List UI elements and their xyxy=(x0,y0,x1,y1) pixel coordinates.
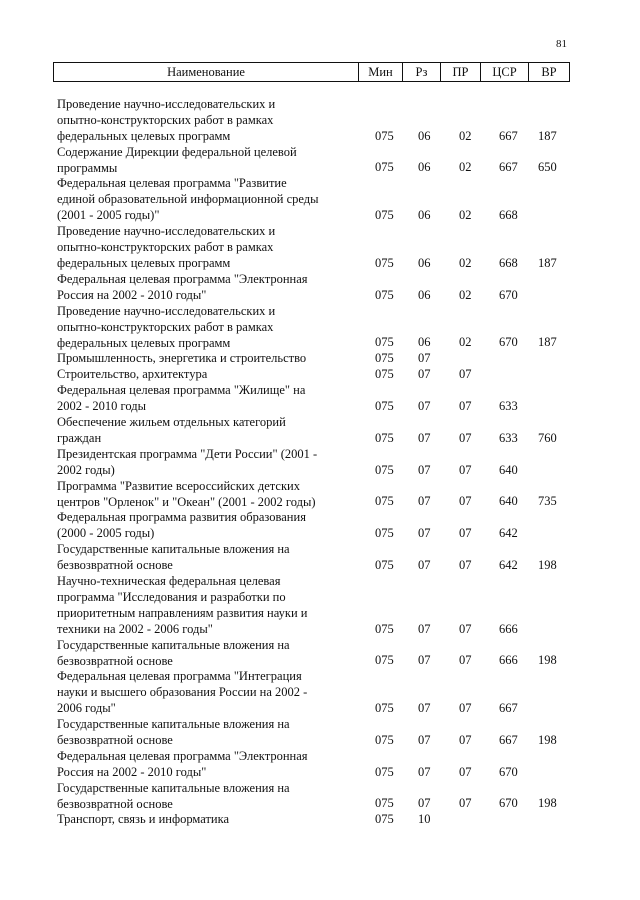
cell-csr: 667 xyxy=(499,732,518,747)
row-name-line: безвозвратной основе xyxy=(57,558,173,573)
cell-pr: 07 xyxy=(459,700,472,715)
table-row xyxy=(0,382,640,414)
row-name-line: Проведение научно-исследовательских и xyxy=(57,224,276,239)
page-number: 81 xyxy=(556,38,567,50)
cell-rz: 07 xyxy=(418,621,431,636)
row-name-line: Государственные капитальные вложения на xyxy=(57,542,290,557)
cell-min: 075 xyxy=(375,128,394,143)
table-row xyxy=(0,414,640,446)
header-vr: ВР xyxy=(529,63,570,82)
cell-pr: 02 xyxy=(459,335,472,350)
table-row xyxy=(0,716,640,748)
row-name-line: граждан xyxy=(57,430,102,445)
cell-min: 075 xyxy=(375,208,394,223)
table-row xyxy=(0,271,640,303)
row-name xyxy=(57,748,357,780)
row-name-line: Государственные капитальные вложения на xyxy=(57,637,290,652)
row-name-line: Проведение научно-исследовательских и xyxy=(57,303,276,318)
row-name-line: программа "Исследования и разработки по xyxy=(57,589,286,604)
row-name-line: 2002 годы) xyxy=(57,462,115,477)
table-row xyxy=(0,780,640,812)
row-name-line: (2000 - 2005 годы) xyxy=(57,526,155,541)
row-name xyxy=(57,573,357,637)
cell-rz: 07 xyxy=(418,700,431,715)
row-name xyxy=(57,414,357,446)
cell-min: 075 xyxy=(375,398,394,413)
cell-csr: 668 xyxy=(499,255,518,270)
row-name-line: 2002 - 2010 годы xyxy=(57,399,147,414)
row-name-line: Президентская программа "Дети России" (2001 - xyxy=(57,446,318,461)
row-name-line: федеральных целевых программ xyxy=(57,129,231,143)
cell-min: 075 xyxy=(375,287,394,302)
cell-rz: 07 xyxy=(418,430,431,445)
cell-rz: 07 xyxy=(418,526,431,541)
row-name xyxy=(57,223,357,271)
cell-csr: 670 xyxy=(499,796,518,811)
table-row xyxy=(0,96,640,144)
cell-rz: 06 xyxy=(418,128,431,143)
row-name-line: опытно-конструкторских работ в рамках xyxy=(57,113,274,127)
cell-csr: 667 xyxy=(499,160,518,175)
row-name-line: опытно-конструкторских работ в рамках xyxy=(57,319,274,334)
cell-pr: 07 xyxy=(459,494,472,509)
cell-pr: 02 xyxy=(459,255,472,270)
cell-vr: 735 xyxy=(538,494,557,509)
cell-pr: 02 xyxy=(459,208,472,223)
row-name xyxy=(57,716,357,748)
table-row xyxy=(0,748,640,780)
table-row xyxy=(0,509,640,541)
row-name-line: приоритетным направлениям развития науки и xyxy=(57,605,308,620)
row-name-line: Государственные капитальные вложения на xyxy=(57,780,290,795)
cell-pr: 07 xyxy=(459,732,472,747)
table-row xyxy=(0,350,640,366)
row-name xyxy=(57,96,357,144)
cell-csr: 633 xyxy=(499,430,518,445)
table-row xyxy=(0,637,640,669)
cell-min: 075 xyxy=(375,462,394,477)
row-name-line: центров "Орленок" и "Океан" (2001 - 2002 годы) xyxy=(57,494,316,509)
row-name xyxy=(57,382,357,414)
cell-pr: 07 xyxy=(459,430,472,445)
cell-min: 075 xyxy=(375,796,394,811)
row-name-line: Федеральная программа развития образования xyxy=(57,510,306,525)
cell-min: 075 xyxy=(375,494,394,509)
header-rz: Рз xyxy=(403,63,441,82)
cell-pr: 07 xyxy=(459,764,472,779)
cell-rz: 07 xyxy=(418,462,431,477)
row-name-line: Федеральная целевая программа "Электронная xyxy=(57,748,308,763)
table-row xyxy=(0,811,640,827)
cell-min: 075 xyxy=(375,732,394,747)
row-name-line: опытно-конструкторских работ в рамках xyxy=(57,240,274,255)
cell-csr: 668 xyxy=(499,208,518,223)
cell-pr: 07 xyxy=(459,621,472,636)
table-row xyxy=(0,144,640,176)
header-min: Мин xyxy=(359,63,403,82)
row-name-line: Россия на 2002 - 2010 годы" xyxy=(57,287,207,302)
cell-min: 075 xyxy=(375,335,394,350)
cell-rz: 07 xyxy=(418,351,431,366)
cell-vr: 760 xyxy=(538,430,557,445)
row-name xyxy=(57,541,357,573)
cell-vr: 198 xyxy=(538,557,557,572)
cell-vr: 187 xyxy=(538,128,557,143)
row-name-line: Федеральная целевая программа "Развитие xyxy=(57,176,287,191)
cell-pr: 07 xyxy=(459,796,472,811)
header-pr: ПР xyxy=(441,63,481,82)
row-name-line: Государственные капитальные вложения на xyxy=(57,716,290,731)
cell-pr: 02 xyxy=(459,160,472,175)
cell-csr: 640 xyxy=(499,462,518,477)
row-name-line: Научно-техническая федеральная целевая xyxy=(57,573,281,588)
cell-rz: 07 xyxy=(418,557,431,572)
row-name-line: Федеральная целевая программа "Электронная xyxy=(57,271,308,286)
table-row xyxy=(0,668,640,716)
row-name xyxy=(57,780,357,812)
cell-csr: 667 xyxy=(499,128,518,143)
cell-rz: 07 xyxy=(418,653,431,668)
cell-pr: 07 xyxy=(459,653,472,668)
table-row xyxy=(0,175,640,223)
cell-min: 075 xyxy=(375,700,394,715)
cell-csr: 666 xyxy=(499,653,518,668)
cell-rz: 06 xyxy=(418,160,431,175)
cell-rz: 07 xyxy=(418,494,431,509)
table-row xyxy=(0,478,640,510)
row-name xyxy=(57,446,357,478)
table-row xyxy=(0,366,640,382)
row-name-line: Содержание Дирекции федеральной целевой xyxy=(57,144,297,159)
cell-rz: 10 xyxy=(418,812,431,827)
row-name-line: Строительство, архитектура xyxy=(57,367,208,382)
table-row xyxy=(0,223,640,271)
cell-csr: 633 xyxy=(499,398,518,413)
row-name-line: программы xyxy=(57,160,118,175)
row-name xyxy=(57,509,357,541)
cell-min: 075 xyxy=(375,367,394,382)
row-name-line: Транспорт, связь и информатика xyxy=(57,812,230,827)
table-row xyxy=(0,446,640,478)
row-name-line: науки и высшего образования России на 2002 - xyxy=(57,685,308,700)
cell-rz: 07 xyxy=(418,398,431,413)
row-name-line: Федеральная целевая программа "Жилище" на xyxy=(57,383,306,398)
cell-pr: 07 xyxy=(459,526,472,541)
cell-vr: 187 xyxy=(538,335,557,350)
cell-min: 075 xyxy=(375,812,394,827)
cell-csr: 670 xyxy=(499,287,518,302)
cell-csr: 670 xyxy=(499,764,518,779)
table-header xyxy=(53,62,570,82)
row-name-line: безвозвратной основе xyxy=(57,732,173,747)
cell-vr: 650 xyxy=(538,160,557,175)
row-name xyxy=(57,303,357,351)
table-body xyxy=(0,96,640,827)
cell-vr: 187 xyxy=(538,255,557,270)
row-name-line: федеральных целевых программ xyxy=(57,256,231,271)
row-name xyxy=(57,478,357,510)
row-name-line: безвозвратной основе xyxy=(57,653,173,668)
cell-pr: 07 xyxy=(459,367,472,382)
cell-min: 075 xyxy=(375,351,394,366)
row-name xyxy=(57,350,357,366)
cell-pr: 07 xyxy=(459,462,472,477)
cell-min: 075 xyxy=(375,526,394,541)
cell-csr: 642 xyxy=(499,526,518,541)
row-name-line: Федеральная целевая программа "Интеграция xyxy=(57,669,302,684)
header-name: Наименование xyxy=(54,63,359,82)
table-row xyxy=(0,303,640,351)
row-name xyxy=(57,637,357,669)
cell-min: 075 xyxy=(375,160,394,175)
table-row xyxy=(0,573,640,637)
row-name-line: федеральных целевых программ xyxy=(57,335,231,350)
cell-rz: 07 xyxy=(418,764,431,779)
row-name-line: безвозвратной основе xyxy=(57,796,173,811)
cell-min: 075 xyxy=(375,653,394,668)
row-name-line: техники на 2002 - 2006 годы" xyxy=(57,621,213,636)
row-name xyxy=(57,175,357,223)
cell-csr: 666 xyxy=(499,621,518,636)
cell-pr: 02 xyxy=(459,128,472,143)
cell-rz: 07 xyxy=(418,367,431,382)
cell-rz: 06 xyxy=(418,255,431,270)
row-name-line: Промышленность, энергетика и строительство xyxy=(57,351,307,366)
row-name-line: 2006 годы" xyxy=(57,701,116,716)
cell-min: 075 xyxy=(375,557,394,572)
cell-pr: 02 xyxy=(459,287,472,302)
row-name-line: Россия на 2002 - 2010 годы" xyxy=(57,764,207,779)
cell-vr: 198 xyxy=(538,796,557,811)
row-name-line: Обеспечение жильем отдельных категорий xyxy=(57,414,286,429)
cell-min: 075 xyxy=(375,255,394,270)
cell-vr: 198 xyxy=(538,732,557,747)
row-name xyxy=(57,144,357,176)
cell-rz: 06 xyxy=(418,208,431,223)
cell-pr: 07 xyxy=(459,398,472,413)
cell-pr: 07 xyxy=(459,557,472,572)
cell-csr: 640 xyxy=(499,494,518,509)
cell-rz: 06 xyxy=(418,335,431,350)
cell-csr: 667 xyxy=(499,700,518,715)
row-name-line: единой образовательной информационной среды xyxy=(57,192,319,207)
row-name xyxy=(57,366,357,382)
cell-rz: 07 xyxy=(418,796,431,811)
row-name-line: Проведение научно-исследовательских и xyxy=(57,97,276,111)
header-csr: ЦСР xyxy=(481,63,529,82)
cell-csr: 642 xyxy=(499,557,518,572)
cell-vr: 198 xyxy=(538,653,557,668)
cell-rz: 07 xyxy=(418,732,431,747)
cell-min: 075 xyxy=(375,621,394,636)
cell-min: 075 xyxy=(375,430,394,445)
row-name xyxy=(57,668,357,716)
row-name-line: (2001 - 2005 годы)" xyxy=(57,208,160,223)
cell-rz: 06 xyxy=(418,287,431,302)
row-name xyxy=(57,271,357,303)
cell-min: 075 xyxy=(375,764,394,779)
row-name xyxy=(57,811,357,827)
cell-csr: 670 xyxy=(499,335,518,350)
table-row xyxy=(0,541,640,573)
row-name-line: Программа "Развитие всероссийских детских xyxy=(57,478,300,493)
